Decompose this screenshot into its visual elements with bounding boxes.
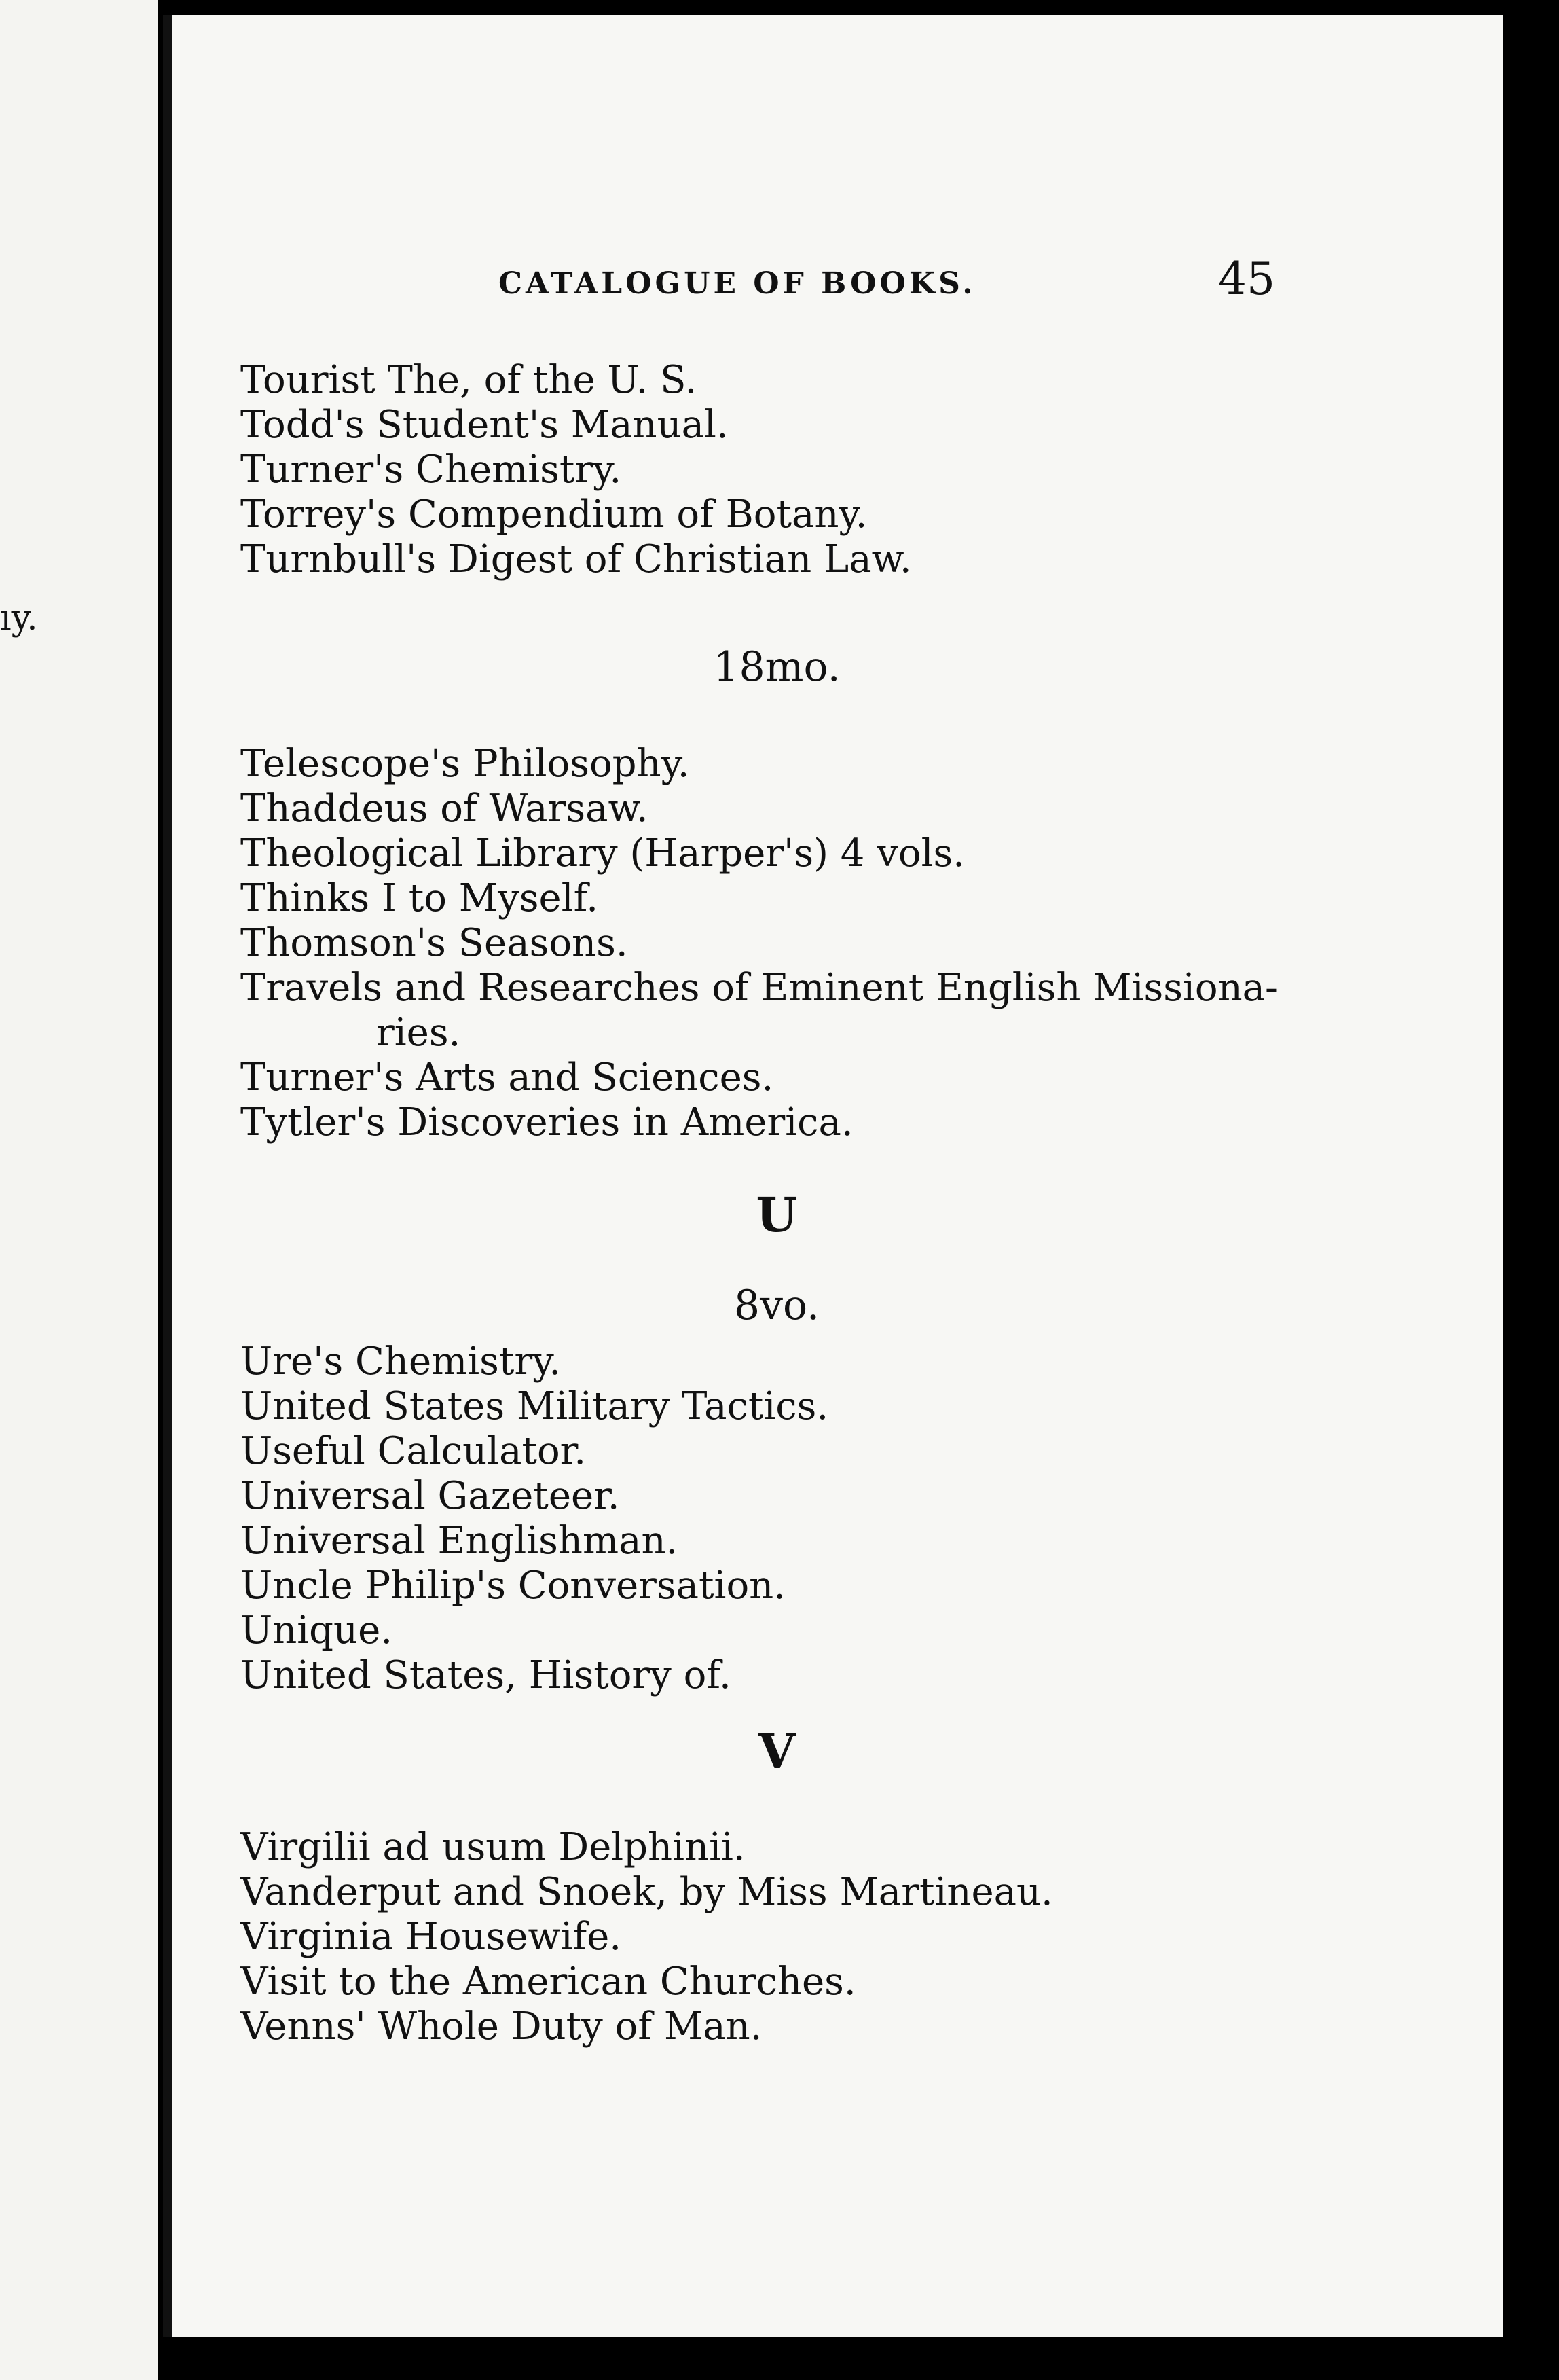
format-heading-18mo: 18mo. xyxy=(713,643,841,691)
top-book-list xyxy=(240,358,1497,582)
book-entry: United States Military Tactics. xyxy=(240,1384,829,1428)
book-entry: Vanderput and Snoek, by Miss Martineau. xyxy=(240,1870,1053,1914)
book-entry: Universal Gazeteer. xyxy=(240,1474,620,1518)
format-heading-8vo: 8vo. xyxy=(733,1282,820,1329)
book-entry: Visit to the American Churches. xyxy=(240,1960,856,2004)
book-entry: Telescope's Philosophy. xyxy=(240,742,690,786)
book-entry: Virgilii ad usum Delphinii. xyxy=(240,1825,746,1869)
book-entry-continuation: ries. xyxy=(376,1011,461,1055)
letter-heading-v: V xyxy=(758,1723,796,1780)
book-entry: United States, History of. xyxy=(240,1653,731,1697)
book-entry: Unique. xyxy=(240,1608,393,1653)
book-entry: Torrey's Compendium of Botany. xyxy=(240,492,868,537)
book-entry: Tourist The, of the U. S. xyxy=(240,358,697,402)
letter-heading-u: U xyxy=(756,1187,798,1243)
v-book-list xyxy=(240,1825,1497,2049)
u-book-list xyxy=(240,1339,1497,1698)
running-header: CATALOGUE OF BOOKS. xyxy=(498,266,976,301)
18mo-book-list xyxy=(240,742,1497,1145)
catalogue-page xyxy=(163,15,1503,2337)
book-entry: Thomson's Seasons. xyxy=(240,921,628,965)
book-entry: Tytler's Discoveries in America. xyxy=(240,1100,854,1144)
page-number: 45 xyxy=(1218,253,1275,305)
book-entry: Thaddeus of Warsaw. xyxy=(240,787,648,831)
book-entry: Ure's Chemistry. xyxy=(240,1339,562,1384)
book-entry: Thinks I to Myself. xyxy=(240,876,599,920)
book-entry: Useful Calculator. xyxy=(240,1429,587,1473)
book-entry: Turnbull's Digest of Christian Law. xyxy=(240,537,912,581)
book-entry: Virginia Housewife. xyxy=(240,1915,622,1959)
book-entry: Uncle Philip's Conversation. xyxy=(240,1564,786,1608)
left-page-text-fragment: ıy. xyxy=(0,598,38,638)
book-entry: Venns' Whole Duty of Man. xyxy=(240,2004,763,2049)
book-entry: Theological Library (Harper's) 4 vols. xyxy=(240,831,966,876)
book-entry: Todd's Student's Manual. xyxy=(240,403,729,447)
book-entry: Turner's Arts and Sciences. xyxy=(240,1056,774,1100)
book-entry: Turner's Chemistry. xyxy=(240,448,622,492)
book-entry: Travels and Researches of Eminent English Missiona- xyxy=(240,966,1278,1010)
book-entry: Universal Englishman. xyxy=(240,1519,678,1563)
